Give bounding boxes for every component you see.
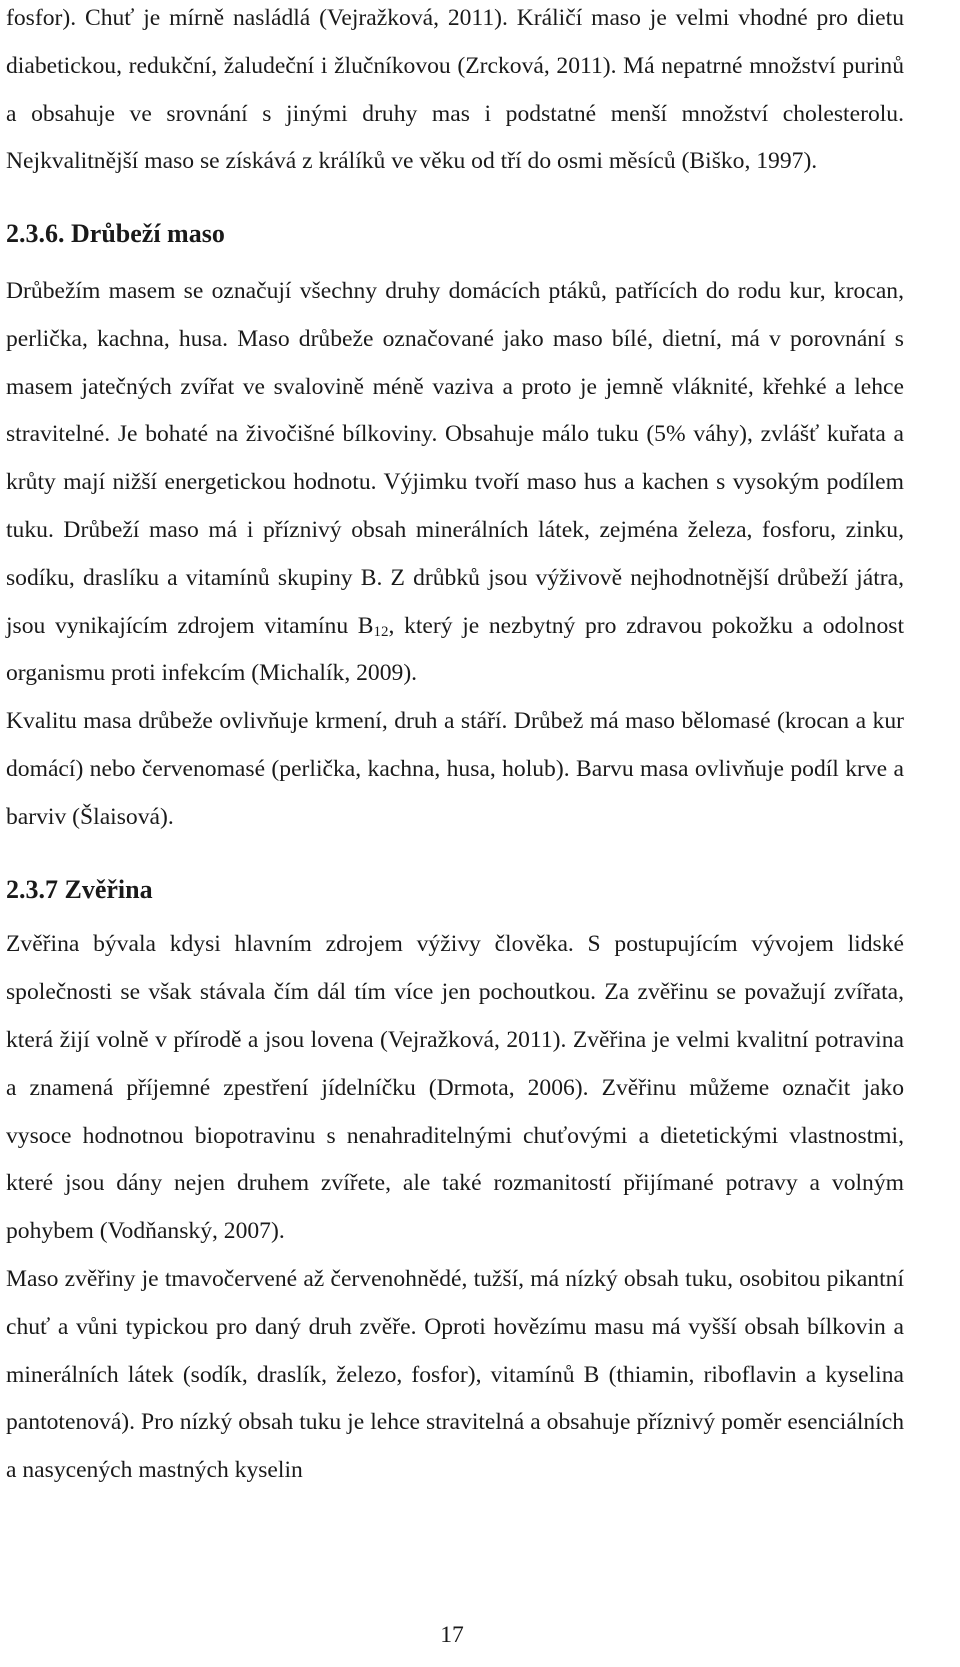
intro-paragraph: fosfor). Chuť je mírně nasládlá (Vejražková, 2011). Králičí maso je velmi vhodné pro dietu diabetickou, redukční, žaludeční i žlučníkovou (Zrcková, 2011). Má nepatrné množství purinů a obsahuje ve srovnání s jinými druhy mas i podstatné menší množství cholesterolu. Nejkvalitnější maso se získává z králíků ve věku od tří do osmi měsíců (Biško, 1997). xyxy=(6,5,904,175)
section-heading-game: 2.3.7 Zvěřina xyxy=(6,874,153,904)
game-paragraph-2: Maso zvěřiny je tmavočervené až červenohnědé, tužší, má nízký obsah tuku, osobitou pikantní chuť a vůni typickou pro daný druh zvěře. Oproti hovězímu masu má vyšší obsah bílkovin a minerálních látek (sodík, draslík, železo, fosfor), vitamínů B (thiamin, riboflavin a kyselina pantotenová). Pro nízký obsah tuku je lehce stravitelná a obsahuje příznivý poměr esenciálních a nasycených mastných kyselin xyxy=(6,1265,904,1484)
poultry-paragraph-1 xyxy=(6,268,904,698)
poultry-paragraph-1-text-end: , který je nezbytný pro zdravou pokožku a odolnost organismu proti infekcím (Michalík, 2009). xyxy=(6,612,905,687)
game-paragraph-1: Zvěřina bývala kdysi hlavním zdrojem výživy člověka. S postupujícím vývojem lidské společnosti se však stávala čím dál tím více jen pochoutkou. Za zvěřinu se považují zvířata, která žijí volně v přírodě a jsou lovena (Vejražková, 2011). Zvěřina je velmi kvalitní potravina a znamená příjemné zpestření jídelníčku (Drmota, 2006). Zvěřinu můžeme označit jako vysoce hodnotnou biopotravinu s nenahraditelnými chuťovými a dietetickými vlastnostmi, které jsou dány nejen druhem zvířete, ale také rozmanitostí přijímané potravy a volným pohybem (Vodňanský, 2007). xyxy=(6,931,904,1245)
page-number: 17 xyxy=(440,1622,464,1648)
document-page xyxy=(6,0,904,1495)
vitamin-subscript: 12 xyxy=(373,623,389,640)
poultry-paragraph-2: Kvalitu masa drůbeže ovlivňuje krmení, druh a stáří. Drůbež má maso bělomasé (krocan a kur domácí) nebo červenomasé (perlička, kachna, husa, holub). Barvu masa ovlivňuje podíl krve a barviv (Šlaisová). xyxy=(6,708,904,830)
section-heading-poultry: 2.3.6. Drůbeží maso xyxy=(6,219,225,249)
poultry-paragraph-1-text: Drůbežím masem se označují všechny druhy domácích ptáků, patřících do rodu kur, krocan, perlička, kachna, husa. Maso drůbeže označované jako maso bílé, dietní, má v porovnání s masem jatečných zvířat ve svalovině méně vaziva a proto je jemně vláknité, křehké a lehce stravitelné. Je bohaté na živočišné bílkoviny. Obsahuje málo tuku (5% váhy), zvlášť kuřata a krůty mají nižší energetickou hodnotu. Výjimku tvoří maso hus a kachen s vysokým podílem tuku. Drůbeží maso má i příznivý obsah minerálních látek, zejména železa, fosforu, zinku, sodíku, draslíku a vitamínů skupiny B. Z drůbků jsou výživově nejhodnotnější drůbeží játra, jsou vynikajícím zdrojem vitamínu B xyxy=(6,277,904,639)
